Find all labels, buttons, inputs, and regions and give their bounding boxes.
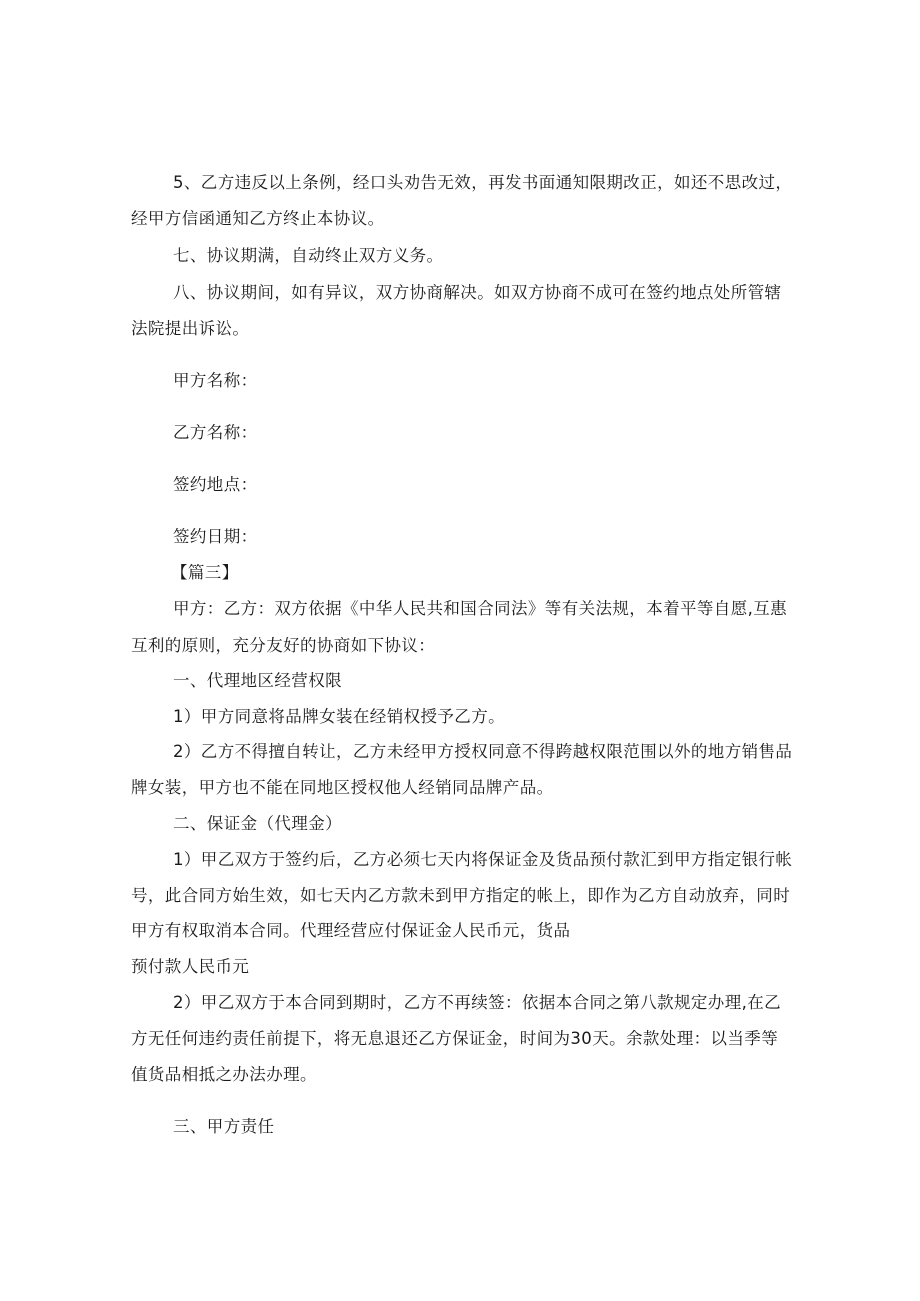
paragraph-line: 2）乙方不得擅自转让，乙方未经甲方授权同意不得跨越权限范围以外的地方销售品 (173, 742, 793, 761)
clause-heading: 一、代理地区经营权限 (173, 671, 342, 690)
paragraph-line: 预付款人民币元 (131, 957, 250, 976)
paragraph-line: 1）甲方同意将品牌女装在经销权授予乙方。 (173, 707, 505, 726)
paragraph-line: 法院提出诉讼。 (131, 319, 250, 338)
paragraph-line: 牌女装，甲方也不能在同地区授权他人经销同品牌产品。 (131, 778, 554, 797)
party-b-name-field: 乙方名称： (173, 423, 258, 442)
paragraph-line: 甲方有权取消本合同。代理经营应付保证金人民币元，货品 (131, 921, 571, 940)
paragraph-line: 方无任何违约责任前提下，将无息退还乙方保证金，时间为30天。余款处理：以当季等 (131, 1029, 779, 1048)
paragraph-line: 5、乙方违反以上条例，经口头劝告无效，再发书面通知限期改正，如还不思改过， (173, 173, 793, 192)
paragraph-line: 八、协议期间，如有异议，双方协商解决。如双方协商不成可在签约地点处所管辖 (173, 283, 782, 302)
clause-heading: 三、甲方责任 (173, 1117, 275, 1136)
paragraph-line: 互利的原则，充分友好的协商如下协议： (131, 636, 436, 655)
paragraph-line: 1）甲乙双方于签约后，乙方必须七天内将保证金及货品预付款汇到甲方指定银行帐 (173, 850, 793, 869)
paragraph-line: 2）甲乙双方于本合同到期时，乙方不再续签：依据本合同之第八款规定办理,在乙 (173, 993, 782, 1012)
paragraph-line: 号，此合同方始生效，如七天内乙方款未到甲方指定的帐上，即作为乙方自动放弃，同时 (131, 886, 791, 905)
clause-heading: 二、保证金（代理金） (173, 814, 342, 833)
paragraph-line: 经甲方信函通知乙方终止本协议。 (131, 209, 385, 228)
party-a-name-field: 甲方名称： (173, 371, 258, 390)
paragraph-line: 值货品相抵之办法办理。 (131, 1065, 317, 1084)
signing-place-field: 签约地点： (173, 475, 258, 494)
paragraph-line: 七、协议期满，自动终止双方义务。 (173, 246, 444, 265)
paragraph-line: 甲方：乙方：双方依据《中华人民共和国合同法》等有关法规，本着平等自愿,互惠 (173, 599, 788, 618)
section-heading: 【篇三】 (171, 563, 239, 582)
signing-date-field: 签约日期： (173, 527, 258, 546)
